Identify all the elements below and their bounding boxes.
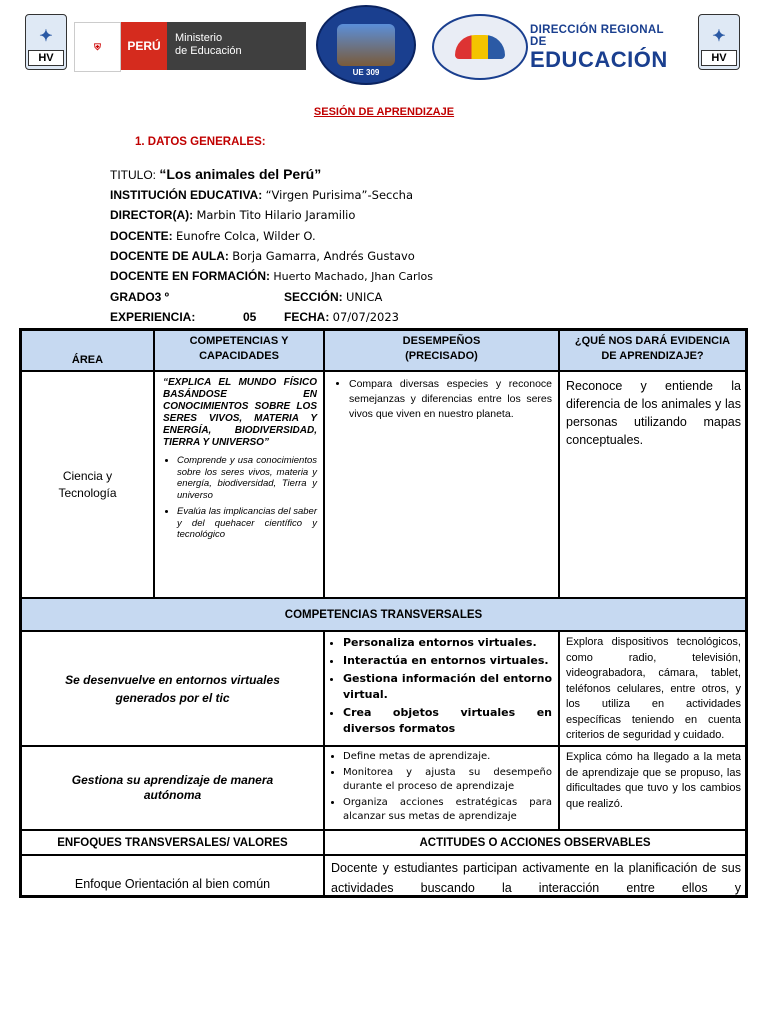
dre-title: DIRECCIÓN REGIONAL DE EDUCACIÓN: [530, 24, 668, 72]
minedu-name: Ministerio de Educación: [167, 22, 306, 70]
area-cell: Ciencia y Tecnología: [21, 371, 154, 598]
tic-competencia: Se desenvuelve en entornos virtuales generados por el tic: [21, 631, 324, 746]
enfoque-cell: Enfoque Orientación al bien común: [21, 855, 324, 896]
enfoques-header: ENFOQUES TRANSVERSALES/ VALORES: [21, 830, 324, 855]
list-item: • Comprende y usa conocimientos sobre los seres vivos, materia y energía, biodiversidad, Tierra y universo: [177, 455, 317, 501]
grado-row: GRADO3 º: [110, 290, 170, 304]
list-item: • Interactúa en entornos virtuales.: [343, 653, 552, 669]
docente-row: DOCENTE: Eunofre Colca, Wilder O.: [110, 229, 316, 243]
autonomo-capacidades: [324, 746, 559, 830]
header-evidencia: ¿QUÉ NOS DARÁ EVIDENCIA DE APRENDIZAJE?: [559, 330, 746, 371]
hv-logo-left: [25, 14, 67, 70]
section-heading: 1. DATOS GENERALES:: [135, 136, 266, 148]
director-row: DIRECTOR(A): Marbin Tito Hilario Jaramilio: [110, 208, 356, 222]
experiencia-value: 05: [243, 310, 257, 324]
list-item: • Crea objetos virtuales en diversos formatos: [343, 705, 552, 737]
list-item: • Define metas de aprendizaje.: [343, 750, 552, 764]
dre-seal: [432, 14, 528, 80]
competencia-cell: [154, 371, 324, 598]
lesson-title: “Los animales del Perú”: [159, 166, 322, 182]
docente-formacion-row: DOCENTE EN FORMACIÓN: Huerto Machado, Jhan Carlos: [110, 269, 433, 283]
institucion-row: INSTITUCIÓN EDUCATIVA: “Virgen Purisima”-Seccha: [110, 188, 414, 202]
dre-wing-icon: [455, 35, 505, 59]
tic-evidencia: Explora dispositivos tecnológicos, como radio, televisión, videograbadora, cámara, tablet, teléfonos celulares, entre otros, y los utiliza en actividades específicas teniendo en cuenta criterios de seguridad y cuidado.: [559, 631, 746, 746]
list-item: • Personaliza entornos virtuales.: [343, 635, 552, 651]
competencia-text: “EXPLICA EL MUNDO FÍSICO BASÁNDOSE EN CONOCIMIENTOS SOBRE LOS SERES VIVOS, MATERIA Y ENERGÍA, BIODIVERSIDAD, TIERRA Y UNIVERSO”: [163, 377, 317, 448]
capacidades-list: [163, 455, 317, 541]
lesson-table: [19, 328, 748, 898]
minedu-country: PERÚ: [121, 22, 167, 70]
minedu-logo: [74, 22, 306, 70]
ugel-logo: [316, 5, 416, 85]
hv-badge: HV: [28, 50, 64, 66]
experiencia-row: EXPERIENCIA:: [110, 310, 196, 324]
autonomo-competencia: Gestiona su aprendizaje de manera autónoma: [21, 746, 324, 830]
hv-emblem-icon: ✦: [39, 28, 53, 45]
fecha-row: FECHA: 07/07/2023: [284, 310, 399, 324]
list-item: • Monitorea y ajusta su desempeño durante el proceso de aprendizaje: [343, 766, 552, 794]
session-title: SESIÓN DE APRENDIZAJE: [313, 106, 455, 118]
actitud-cell: Docente y estudiantes participan activamente en la planificación de sus actividades buscando la interacción entre ellos y: [324, 855, 746, 896]
hv-emblem-icon: ✦: [712, 28, 726, 45]
transversales-header: COMPETENCIAS TRANSVERSALES: [21, 598, 746, 631]
titulo-row: TITULO: “Los animales del Perú”: [110, 166, 322, 182]
ugel-landscape-icon: [337, 24, 395, 66]
list-item: • Evalúa las implicancias del saber y del quehacer científico y tecnológico: [177, 506, 317, 541]
seccion-row: SECCIÓN: UNICA: [284, 290, 383, 304]
autonomo-evidencia: Explica cómo ha llegado a la meta de aprendizaje que se propuso, las dificultades que tuvo y los cambios que realizó.: [559, 746, 746, 830]
docente-aula-row: DOCENTE DE AULA: Borja Gamarra, Andrés Gustavo: [110, 249, 415, 263]
header-competencias: COMPETENCIAS Y CAPACIDADES: [154, 330, 324, 371]
desempeno-text: • Compara diversas especies y reconoce semejanzas y diferencias entre los seres vivos que viven en nuestro planeta.: [349, 377, 552, 422]
list-item: • Organiza acciones estratégicas para alcanzar sus metas de aprendizaje: [343, 796, 552, 824]
hv-logo-right: [698, 14, 740, 70]
list-item: • Gestiona información del entorno virtual.: [343, 671, 552, 703]
header-area: ÁREA: [21, 330, 154, 371]
hv-badge: HV: [701, 50, 737, 66]
header-desempenos: DESEMPEÑOS (PRECISADO): [324, 330, 559, 371]
tic-capacidades: [324, 631, 559, 746]
peru-shield-icon: ⛨: [74, 22, 121, 72]
desempeno-cell: [324, 371, 559, 598]
ugel-code: UE 309: [346, 67, 386, 79]
evidencia-cell: Reconoce y entiende la diferencia de los animales y las personas utilizando mapas conceptuales.: [559, 371, 746, 598]
actitudes-header: ACTITUDES O ACCIONES OBSERVABLES: [324, 830, 746, 855]
